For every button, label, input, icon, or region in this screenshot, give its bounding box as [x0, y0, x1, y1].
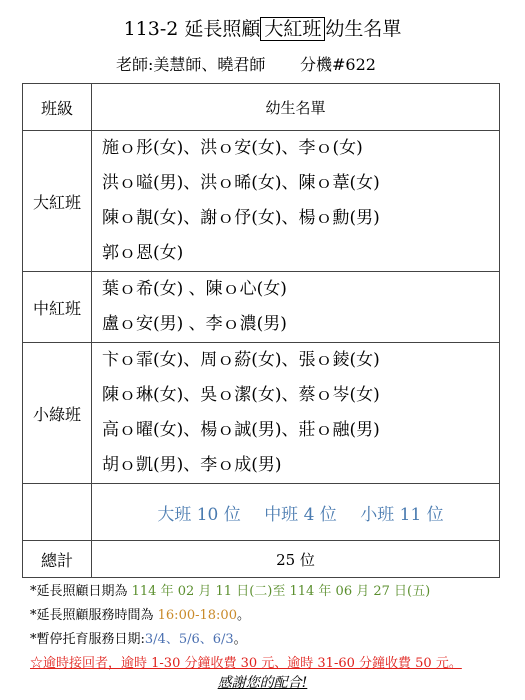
table-row: [23, 343, 500, 484]
hours-suffix: 。: [236, 608, 250, 623]
table-row: [23, 131, 500, 272]
name-line: 陳ｏ琳(女)、吳ｏ潔(女)、蔡ｏ岑(女): [102, 385, 380, 405]
name-line: 卞ｏ霏(女)、周ｏ蒶(女)、張ｏ錂(女): [102, 350, 380, 370]
class-name: 小綠班: [23, 343, 92, 484]
title-prefix: 113-2 延長照顧: [123, 18, 261, 40]
teachers-text: 老師:美慧師、曉君師: [116, 55, 266, 74]
hours-prefix: *延長照顧服務時間為: [30, 608, 158, 623]
summary-big: 大班 10 位: [157, 504, 241, 525]
table-header-row: [23, 84, 500, 131]
note-period: [30, 580, 510, 604]
header-names: 幼生名單: [92, 84, 500, 131]
summary-mid: 中班 4 位: [264, 504, 337, 525]
notes: [30, 580, 510, 676]
summary-empty-cell: [23, 484, 92, 541]
pause-prefix: *暫停托育服務日期:: [30, 632, 145, 647]
extension-text: 分機#622: [300, 55, 376, 74]
title-class-boxed: 大紅班: [260, 17, 325, 41]
header-class: 班級: [23, 84, 92, 131]
name-line: 郭ｏ恩(女): [102, 243, 184, 263]
name-line: 胡ｏ凱(男)、李ｏ成(男): [102, 455, 282, 475]
class-name: 大紅班: [23, 131, 92, 272]
name-line: 洪ｏ嗌(男)、洪ｏ晞(女)、陳ｏ葦(女): [102, 173, 380, 193]
total-label: 總計: [23, 541, 92, 578]
names-cell: [92, 343, 500, 484]
summary-cell: [92, 484, 500, 541]
names-cell: [92, 131, 500, 272]
roster-table: [22, 83, 500, 578]
pause-value: 3/4、5/6、6/3: [144, 632, 234, 647]
table-row: [23, 272, 500, 343]
period-value: 114 年 02 月 11 日(二)至 114 年 06 月 27 日(五): [131, 584, 431, 599]
title-suffix: 幼生名單: [325, 18, 402, 40]
hours-value: 16:00-18:00: [157, 608, 237, 623]
note-late-fee: ☆逾時接回者，逾時 1-30 分鐘收費 30 元、逾時 31-60 分鐘收費 50 元。: [30, 656, 462, 671]
total-row: [23, 541, 500, 578]
name-line: 盧ｏ安(男) 、李ｏ濃(男): [102, 314, 287, 334]
note-hours: [30, 604, 510, 628]
name-line: 葉ｏ希(女) 、陳ｏ心(女): [102, 279, 287, 299]
period-prefix: *延長照顧日期為: [30, 584, 132, 599]
name-line: 施ｏ彤(女)、洪ｏ安(女)、李ｏ(女): [102, 138, 363, 158]
class-name: 中紅班: [23, 272, 92, 343]
pause-suffix: 。: [233, 632, 247, 647]
page-title: [0, 14, 525, 41]
name-line: 陳ｏ靚(女)、謝ｏ伃(女)、楊ｏ勳(男): [102, 208, 380, 228]
summary-small: 小班 11 位: [360, 504, 444, 525]
names-cell: [92, 272, 500, 343]
thanks-text: 感謝您的配合!: [217, 675, 308, 691]
note-pause: [30, 628, 510, 652]
total-value: 25 位: [92, 541, 500, 578]
name-line: 高ｏ曜(女)、楊ｏ誠(男)、莊ｏ融(男): [102, 420, 380, 440]
summary-row: [23, 484, 500, 541]
